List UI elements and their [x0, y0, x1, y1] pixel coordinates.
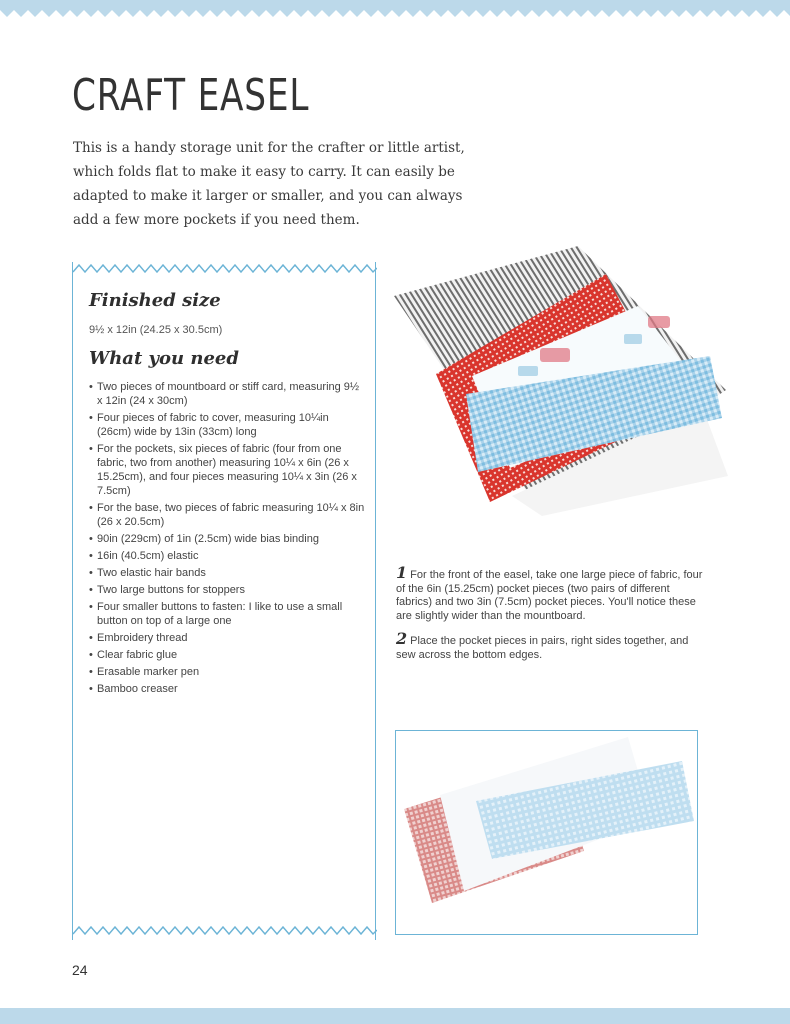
step-number: 2: [396, 629, 408, 648]
step-text: For the front of the easel, take one large piece of fabric, four of the 6in (15.25cm) pocket pieces (two pairs of different fabrics) and two 3in (7.5cm) pocket pieces. You'll notice these are slightly wider than the mountboard.: [396, 569, 703, 622]
list-item: • Clear fabric glue: [89, 648, 365, 662]
page-title: CRAFT EASEL: [72, 70, 310, 121]
list-item: • 90in (229cm) of 1in (2.5cm) wide bias binding: [89, 532, 365, 546]
list-item: • 16in (40.5cm) elastic: [89, 549, 365, 563]
list-item: • Erasable marker pen: [89, 665, 365, 679]
list-item: • Embroidery thread: [89, 631, 365, 645]
instruction-steps: [396, 563, 708, 671]
step-number: 1: [396, 563, 408, 582]
finished-size-heading: Finished size: [89, 290, 221, 311]
box-bottom-zigzag: [73, 924, 377, 936]
intro-paragraph: This is a handy storage unit for the crafter or little artist, which folds flat to make it easy to carry. It can easily be adapted to make it larger or smaller, and you can always add a few more pockets if you need them.: [73, 140, 465, 228]
what-you-need-heading: What you need: [89, 348, 239, 369]
list-item: • Bamboo creaser: [89, 682, 365, 696]
step-text: Place the pocket pieces in pairs, right sides together, and sew across the bottom edges.: [396, 635, 689, 661]
list-item: • Two large buttons for stoppers: [89, 583, 365, 597]
step-2: [396, 629, 708, 662]
step-1: [396, 563, 708, 623]
page-number: 24: [72, 962, 88, 978]
pocket-pieces-image: [396, 731, 696, 933]
list-item: • For the base, two pieces of fabric measuring 10¼ x 8in (26 x 20.5cm): [89, 501, 365, 529]
top-zigzag-border: [0, 0, 790, 22]
list-item: • Two pieces of mountboard or stiff card, measuring 9½ x 12in (24 x 30cm): [89, 380, 365, 408]
bottom-band: [0, 1008, 790, 1024]
finished-size-value: 9½ x 12in (24.25 x 30.5cm): [89, 324, 223, 336]
pocket-pieces-photo: [395, 730, 698, 935]
fabrics-photo: [392, 246, 738, 556]
materials-box: [72, 262, 376, 940]
materials-list: [89, 380, 365, 699]
list-item: • Four smaller buttons to fasten: I like to use a small button on top of a large one: [89, 600, 365, 628]
list-item: • For the pockets, six pieces of fabric (four from one fabric, two from another) measuring 10¼ x 6in (26 x 15.25cm), and four pieces measuring 10¼ x 3in (26 x 7.5cm): [89, 442, 365, 498]
box-top-zigzag: [73, 262, 377, 274]
list-item: • Four pieces of fabric to cover, measuring 10¼in (26cm) wide by 13in (33cm) long: [89, 411, 365, 439]
list-item: • Two elastic hair bands: [89, 566, 365, 580]
